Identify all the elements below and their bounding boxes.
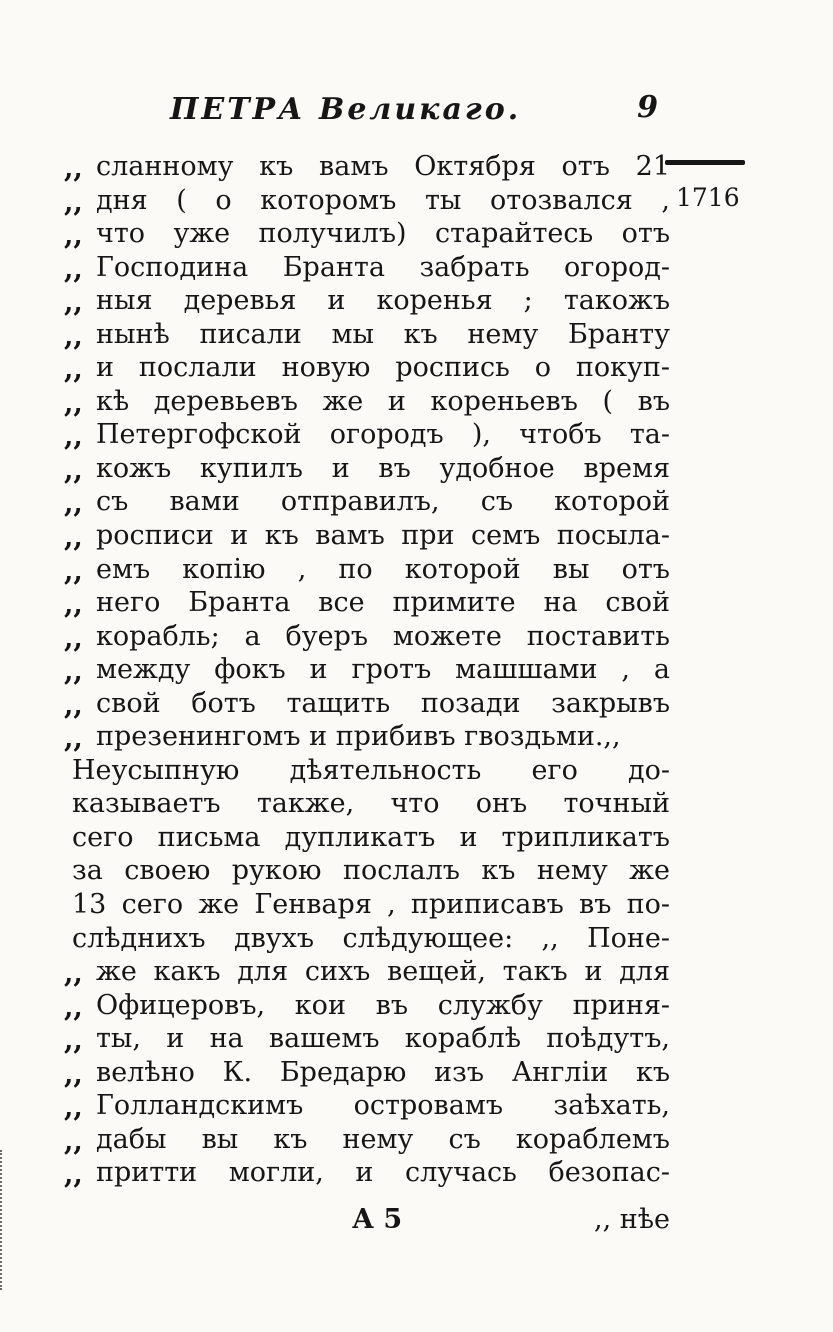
quote-mark: ,,	[64, 1125, 83, 1157]
line-text: и послали новую роспись о покуп-	[96, 352, 670, 384]
text-line	[64, 385, 670, 419]
quote-mark: ,,	[64, 1159, 83, 1191]
line-text: нынѣ писали мы къ нему Бранту	[96, 318, 670, 350]
quote-mark: ,,	[64, 723, 83, 755]
text-line	[64, 553, 670, 587]
line-text: притти могли, и случась безопас-	[96, 1157, 670, 1189]
quote-mark: ,,	[64, 186, 83, 218]
line-text: между фокъ и гротъ машшами , а	[96, 654, 670, 686]
catchword: ,, нѣе	[593, 1204, 670, 1235]
text-line	[64, 989, 670, 1023]
text-line	[64, 720, 670, 754]
line-text: Неусыпную дѣятельность его до-	[72, 754, 670, 786]
line-text: ты, и на вашемъ кораблѣ поѣдутъ,	[96, 1023, 670, 1055]
text-line	[64, 754, 670, 788]
text-line	[64, 284, 670, 318]
margin-rule	[665, 160, 745, 165]
text-line	[64, 1156, 670, 1190]
quote-mark: ,,	[64, 991, 83, 1023]
text-line	[64, 1022, 670, 1056]
quote-mark: ,,	[64, 1092, 83, 1124]
text-line	[64, 318, 670, 352]
quote-mark: ,,	[64, 589, 83, 621]
body-text	[64, 150, 670, 1190]
text-line	[64, 485, 670, 519]
text-line	[64, 854, 670, 888]
quote-mark: ,,	[64, 522, 83, 554]
line-text: ныя деревья и коренья ; такожъ	[96, 285, 670, 317]
line-text: Офицеровъ, кои въ службу приня-	[96, 989, 670, 1021]
text-line	[64, 519, 670, 553]
line-text: свой ботъ тащить позади закрывъ	[96, 687, 670, 719]
page-footer	[64, 1204, 670, 1244]
text-line	[64, 586, 670, 620]
text-line	[64, 184, 670, 218]
quote-mark: ,,	[64, 253, 83, 285]
text-line	[64, 251, 670, 285]
line-text: сланному къ вамъ Октября отъ 21	[96, 151, 670, 182]
line-text: корабль; а буеръ можете поставить	[96, 620, 670, 652]
line-text: Голландскимъ островамъ заѣхать,	[96, 1090, 670, 1122]
line-text: слѣднихъ двухъ слѣдующее: ,, Поне-	[72, 922, 670, 954]
line-text: что уже получилъ) старайтесь отъ	[96, 218, 670, 250]
quote-mark: ,,	[64, 1058, 83, 1090]
running-title: ПЕТРА Великаго.	[170, 92, 522, 127]
margin-year-note: 1716	[676, 183, 740, 212]
line-text: сего письма дупликатъ и трипликатъ	[72, 821, 670, 853]
text-line	[64, 217, 670, 251]
signature-mark: А 5	[352, 1204, 403, 1235]
quote-mark: ,,	[64, 488, 83, 520]
line-text: него Бранта все примите на свой	[96, 587, 670, 619]
text-line	[64, 955, 670, 989]
line-text: росписи и къ вамъ при семъ посыла-	[96, 520, 670, 552]
line-text: 13 сего же Генваря , приписавъ въ по-	[72, 889, 670, 921]
text-line	[64, 1056, 670, 1090]
quote-mark: ,,	[64, 958, 83, 990]
line-text: дабы вы къ нему съ кораблемъ	[96, 1123, 670, 1155]
quote-mark: ,,	[64, 220, 83, 252]
text-line	[64, 888, 670, 922]
line-text: емъ копію , по которой вы отъ	[96, 553, 670, 585]
page-header	[170, 92, 670, 136]
page-edge-marks	[0, 1150, 10, 1290]
quote-mark: ,,	[64, 387, 83, 419]
quote-mark: ,,	[64, 287, 83, 319]
page-number: 9	[637, 90, 658, 125]
text-line	[64, 418, 670, 452]
quote-mark: ,,	[64, 1025, 83, 1057]
quote-mark: ,,	[64, 689, 83, 721]
text-line	[64, 687, 670, 721]
line-text: дня ( о которомъ ты отозвался ,	[96, 184, 670, 216]
quote-mark: ,,	[64, 622, 83, 654]
text-line	[64, 821, 670, 855]
line-text: кожъ купилъ и въ удобное время	[96, 452, 670, 484]
line-text: велѣно К. Бредарю изъ Англіи къ	[96, 1056, 670, 1088]
line-text: за своею рукою послалъ къ нему же	[72, 855, 670, 887]
quote-mark: ,,	[64, 320, 83, 352]
line-text: съ вами отправилъ, съ которой	[96, 486, 670, 518]
text-line	[64, 787, 670, 821]
quote-mark: ,,	[64, 555, 83, 587]
text-line	[64, 922, 670, 956]
quote-mark: ,,	[64, 656, 83, 688]
text-line	[64, 1123, 670, 1157]
line-text: Петергофской огородъ ), чтобъ та-	[96, 419, 670, 451]
text-line	[64, 620, 670, 654]
line-text: же какъ для сихъ вещей, такъ и для	[96, 956, 670, 988]
line-text: кѣ деревьевъ же и кореньевъ ( въ	[96, 385, 670, 417]
text-line	[64, 351, 670, 385]
text-line	[64, 150, 670, 184]
quote-mark: ,,	[64, 354, 83, 386]
quote-mark: ,,	[64, 153, 83, 184]
text-line	[64, 1089, 670, 1123]
quote-mark: ,,	[64, 454, 83, 486]
quote-mark: ,,	[64, 421, 83, 453]
text-line	[64, 653, 670, 687]
line-text: презенингомъ и прибивъ гвоздьми.,,	[96, 721, 621, 753]
text-line	[64, 452, 670, 486]
line-text: Господина Бранта забрать огород-	[96, 251, 670, 283]
line-text: казываетъ также, что онъ точный	[72, 788, 670, 820]
